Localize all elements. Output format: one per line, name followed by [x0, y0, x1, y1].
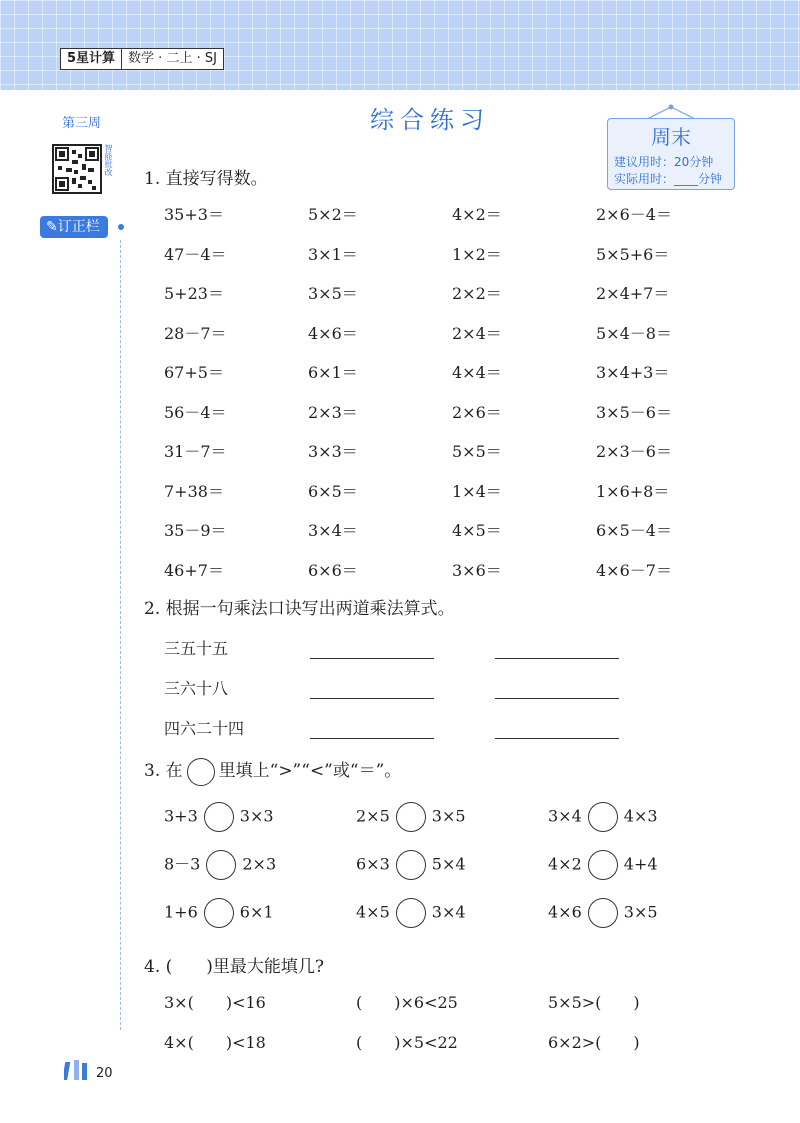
qr-code-icon[interactable]	[52, 144, 102, 194]
page-header	[0, 0, 800, 90]
q1-problem: 3×6＝	[452, 560, 502, 580]
q3-answer-circle[interactable]	[588, 850, 618, 880]
q2-answer-blank[interactable]	[495, 658, 619, 659]
q3-right-expr: 3×5	[623, 902, 658, 922]
q3-comparison	[548, 850, 658, 880]
q1-problem: 1×2＝	[452, 244, 502, 264]
q1-problem: 2×4＝	[452, 323, 502, 343]
q1-problem: 2×3－6＝	[596, 442, 672, 461]
q3-left-expr: 1+6	[164, 902, 198, 922]
q2-answer-blank[interactable]	[495, 738, 619, 739]
q1-heading: 1. 直接写得数。	[144, 169, 268, 189]
q3-right-expr: 3×3	[239, 806, 274, 826]
q2-heading: 2. 根据一句乘法口诀写出两道乘法算式。	[144, 599, 455, 619]
q1-problem: 7+38＝	[164, 481, 224, 501]
q3-right-expr: 6×1	[239, 902, 274, 922]
series-name: 5星计算	[61, 49, 122, 69]
suggested-time: 建议用时：20分钟	[614, 155, 714, 169]
series-subtitle: 数学 · 二上 · SJ	[128, 51, 217, 66]
q4-inequality[interactable]: 3×( )<16	[164, 993, 266, 1012]
q1-problem: 3×1＝	[308, 244, 358, 264]
q3-heading-pre: 3. 在	[144, 761, 183, 781]
actual-time: 实际用时：____分钟	[614, 172, 723, 186]
q2-answer-blank[interactable]	[310, 698, 434, 699]
q1-problem: 2×4+7＝	[596, 284, 670, 303]
q3-right-expr: 4+4	[623, 854, 658, 874]
q1-problem: 2×6－4＝	[596, 205, 672, 224]
q1-problem: 6×5＝	[308, 481, 358, 501]
q3-left-expr: 6×3	[356, 854, 390, 874]
q2-answer-blank[interactable]	[310, 738, 434, 739]
q3-right-expr: 3×4	[431, 902, 466, 922]
weekend-timing-box	[607, 118, 735, 190]
q3-answer-circle[interactable]	[204, 802, 234, 832]
q1-problem: 2×6＝	[452, 402, 502, 422]
page-number: 20	[96, 1066, 113, 1081]
q1-problem: 4×6－7＝	[596, 560, 672, 580]
q3-left-expr: 8－3	[164, 854, 201, 874]
books-icon	[64, 1058, 94, 1080]
q1-problem: 5×4－8＝	[596, 323, 672, 343]
q3-answer-circle[interactable]	[206, 850, 236, 880]
correction-margin-line	[120, 240, 121, 1030]
q2-row-label: 四六二十四	[164, 719, 245, 738]
q1-problem: 35+3＝	[164, 205, 224, 224]
q1-problem: 47－4＝	[164, 244, 227, 264]
correction-dot	[118, 224, 124, 230]
q3-comparison	[164, 802, 274, 832]
q4-inequality[interactable]: 5×5>( )	[548, 993, 640, 1012]
q3-answer-circle[interactable]	[204, 898, 234, 928]
q1-problem: 6×1＝	[308, 363, 358, 382]
q1-problem: 1×6+8＝	[596, 481, 670, 501]
q3-comparison	[164, 850, 276, 880]
q1-problem: 35－9＝	[164, 521, 227, 540]
q3-comparison	[164, 898, 274, 928]
q1-problem: 6×5－4＝	[596, 521, 672, 540]
q3-answer-circle[interactable]	[588, 898, 618, 928]
q3-right-expr: 5×4	[431, 854, 466, 874]
q2-answer-blank[interactable]	[310, 658, 434, 659]
q4-heading: 4. ( )里最大能填几?	[144, 957, 325, 977]
q1-problem: 4×6＝	[308, 323, 358, 343]
q3-right-expr: 2×3	[242, 854, 277, 874]
q1-problem: 67+5＝	[164, 363, 224, 382]
q3-left-expr: 3+3	[164, 806, 198, 826]
qr-note: 智能批改	[104, 144, 113, 176]
q1-problem: 5×5＝	[452, 442, 502, 461]
week-label: 第三周	[62, 116, 102, 131]
q3-answer-circle[interactable]	[396, 898, 426, 928]
q3-right-expr: 4×3	[623, 806, 658, 826]
q1-problem: 3×5－6＝	[596, 402, 672, 422]
q3-left-expr: 4×5	[356, 902, 390, 922]
q1-problem: 4×4＝	[452, 363, 502, 382]
q1-problem: 1×4＝	[452, 481, 502, 501]
q1-problem: 4×2＝	[452, 205, 502, 224]
q3-comparison	[356, 898, 466, 928]
q3-left-expr: 3×4	[548, 806, 582, 826]
q2-row-label: 三六十八	[164, 679, 229, 698]
q3-heading	[144, 756, 401, 786]
series-label	[60, 48, 224, 70]
q1-problem: 46+7＝	[164, 560, 224, 580]
q2-row-label: 三五十五	[164, 639, 229, 658]
circle-icon	[187, 758, 215, 786]
weekend-title: 周末	[651, 125, 691, 149]
q1-problem: 3×5＝	[308, 284, 358, 303]
q1-problem: 6×6＝	[308, 560, 358, 580]
q3-heading-post: 里填上“>”“<”或“＝”。	[218, 761, 402, 781]
q1-problem: 3×4＝	[308, 521, 358, 540]
q3-left-expr: 4×6	[548, 902, 582, 922]
q1-problem: 5×5+6＝	[596, 244, 670, 264]
q3-comparison	[548, 802, 658, 832]
q3-comparison	[356, 802, 466, 832]
q1-problem: 5×2＝	[308, 205, 358, 224]
q1-problem: 56－4＝	[164, 402, 227, 422]
q4-inequality[interactable]: ( )×5<22	[356, 1033, 458, 1052]
q1-problem: 3×3＝	[308, 442, 358, 461]
q1-problem: 2×2＝	[452, 284, 502, 303]
q3-comparison	[548, 898, 658, 928]
q4-inequality[interactable]: ( )×6<25	[356, 993, 458, 1012]
correction-label: ✎订正栏	[40, 216, 108, 238]
q1-problem: 4×5＝	[452, 521, 502, 540]
q1-problem: 3×4+3＝	[596, 363, 670, 382]
q3-right-expr: 3×5	[431, 806, 466, 826]
q3-answer-circle[interactable]	[396, 802, 426, 832]
q3-answer-circle[interactable]	[396, 850, 426, 880]
q3-answer-circle[interactable]	[588, 802, 618, 832]
q3-left-expr: 2×5	[356, 806, 390, 826]
q1-problem: 5+23＝	[164, 284, 224, 303]
q1-problem: 2×3＝	[308, 402, 358, 422]
q4-inequality[interactable]: 4×( )<18	[164, 1033, 266, 1052]
q4-inequality[interactable]: 6×2>( )	[548, 1033, 640, 1052]
page-title: 综合练习	[370, 106, 490, 134]
q1-problem: 31－7＝	[164, 442, 227, 461]
q1-problem: 28－7＝	[164, 323, 227, 343]
q3-comparison	[356, 850, 466, 880]
q2-answer-blank[interactable]	[495, 698, 619, 699]
q3-left-expr: 4×2	[548, 854, 582, 874]
